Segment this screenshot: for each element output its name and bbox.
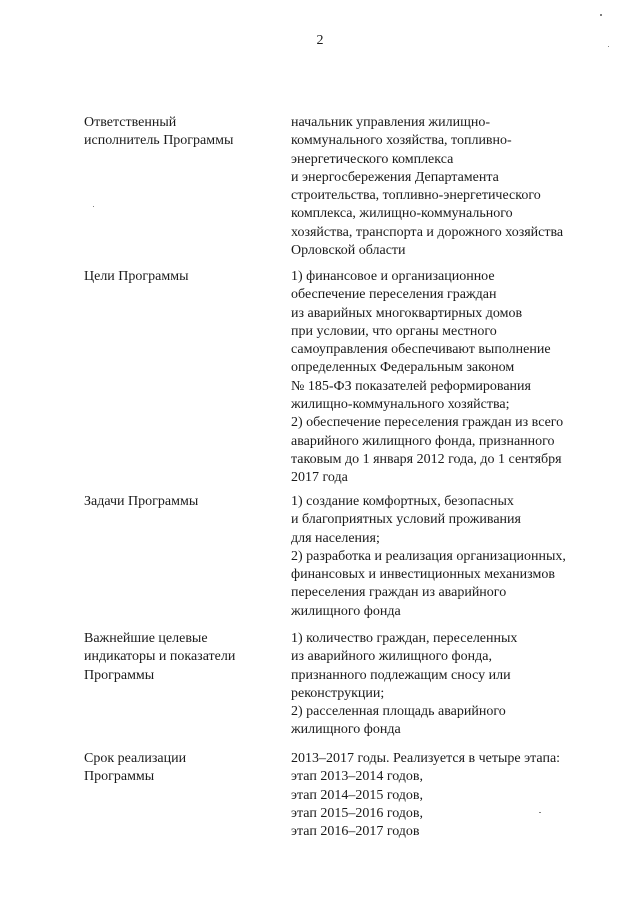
value-line: определенных Федеральным законом [291,360,515,376]
label-line: исполнитель Программы [84,133,234,149]
value-line: этап 2015–2016 годов, [291,805,424,821]
value-line: начальник управления жилищно- [291,115,491,130]
value-line: Орловской области [291,243,406,259]
label-line: Срок реализации [84,751,187,766]
value-line: признанного подлежащим сносу или [291,667,511,683]
row-label [84,268,274,286]
row-label [84,630,274,685]
value-line: реконструкции; [291,685,385,701]
value-line: 2) расселенная площадь аварийного [291,704,506,720]
scan-speck [93,206,94,207]
label-line: Программы [84,667,155,683]
value-line: жилищного фонда [291,722,401,738]
value-line: хозяйства, транспорта и дорожного хозяйства [291,224,564,240]
scan-speck [539,812,541,813]
label-line: Важнейшие целевые [84,631,208,646]
value-line: аварийного жилищного фонда, признанного [291,433,555,449]
row-value [291,750,621,841]
value-line: комплекса, жилищно-коммунального [291,206,513,222]
page-number: 2 [316,33,324,48]
value-line: финансовых и инвестиционных механизмов [291,567,555,583]
value-line: для населения; [291,530,380,546]
value-line: жилищно-коммунального хозяйства; [291,397,510,413]
value-line: 1) количество граждан, переселенных [291,631,518,646]
value-line: 2) разработка и реализация организационных, [291,548,566,564]
value-line: этап 2016–2017 годов [291,824,420,840]
label-line: Программы [84,769,155,785]
value-line: 1) финансовое и организационное [291,269,495,284]
value-line: переселения граждан из аварийного [291,585,507,601]
value-line: 2017 года [291,470,348,486]
value-line: самоуправления обеспечивают выполнение [291,342,551,358]
row-value [291,630,621,740]
value-line: энергетического комплекса [291,151,454,167]
value-line: и благоприятных условий проживания [291,512,521,528]
row-value [291,493,621,621]
value-line: № 185-ФЗ показателей реформирования [291,378,531,394]
value-line: 1) создание комфортных, безопасных [291,494,514,509]
value-line: этап 2014–2015 годов, [291,787,424,803]
value-line: и энергосбережения Департамента [291,169,499,185]
value-line: жилищного фонда [291,603,401,619]
value-line: 2) обеспечение переселения граждан из всего [291,415,564,431]
label-line: Цели Программы [84,269,189,284]
value-line: при условии, что органы местного [291,323,497,339]
value-line: строительства, топливно-энергетического [291,188,541,204]
value-line: из аварийного жилищного фонда, [291,649,492,665]
value-line: коммунального хозяйства, топливно- [291,133,512,149]
row-value [291,114,621,260]
row-label [84,750,274,787]
label-line: Задачи Программы [84,494,199,509]
value-line: этап 2013–2014 годов, [291,769,424,785]
row-label [84,493,274,511]
label-line: Ответственный [84,115,177,130]
value-line: 2013–2017 годы. Реализуется в четыре этапа: [291,751,561,766]
scan-speck [600,14,602,16]
label-line: индикаторы и показатели [84,649,236,665]
value-line: таковым до 1 января 2012 года, до 1 сентября [291,451,562,467]
scan-speck [608,46,609,47]
value-line: из аварийных многоквартирных домов [291,305,523,321]
row-value [291,268,621,488]
value-line: обеспечение переселения граждан [291,287,497,303]
row-label [84,114,274,151]
